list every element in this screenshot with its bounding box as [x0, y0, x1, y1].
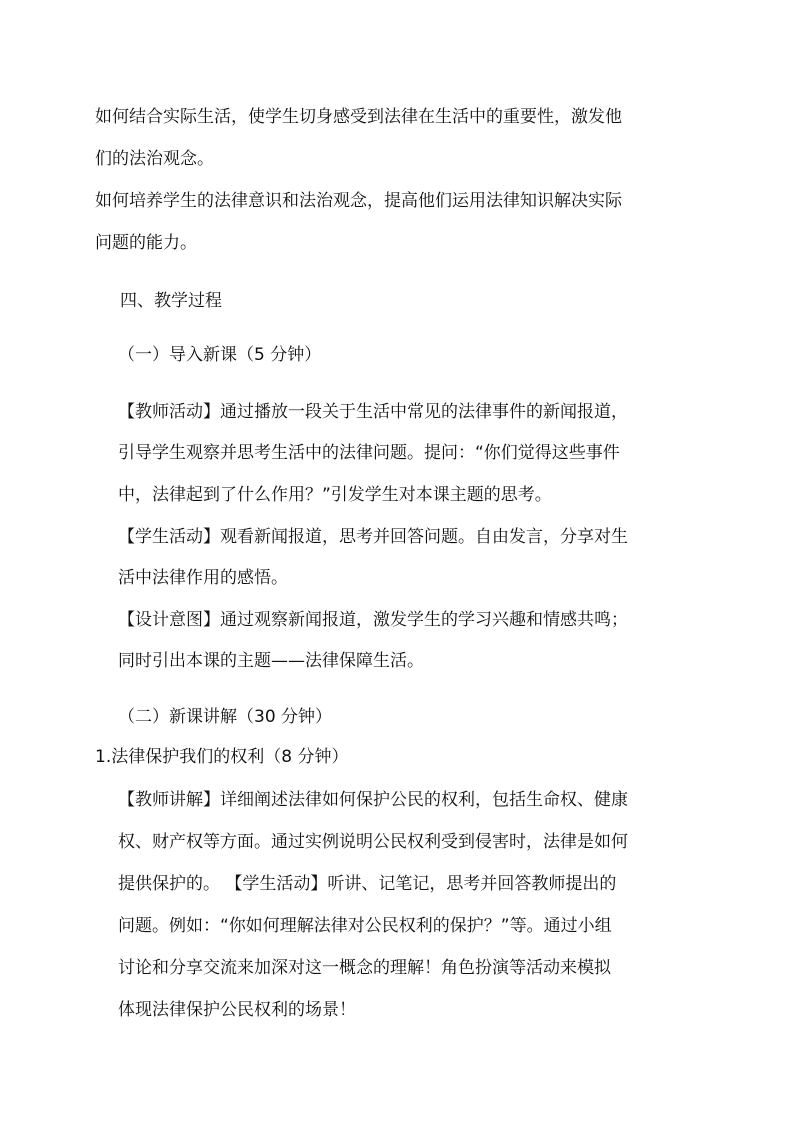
part2-body-line-3: 提供保护的。 【学生活动】听讲、记笔记，思考并回答教师提出的: [118, 874, 617, 894]
part1-design-line-1: 【设计意图】通过观察新闻报道，激发学生的学习兴趣和情感共鸣；: [118, 610, 628, 630]
part1-teacher-line-1: 【教师活动】通过播放一段关于生活中常见的法律事件的新闻报道，: [118, 402, 628, 422]
part2-body-line-5: 讨论和分享交流来加深对这一概念的理解！角色扮演等活动来模拟: [118, 958, 611, 978]
part2-heading: （二）新课讲解（30 分钟）: [118, 707, 333, 727]
part1-design-line-2: 同时引出本课的主题——法律保障生活。: [118, 651, 424, 671]
part1-student-line-1: 【学生活动】观看新闻报道，思考并回答问题。自由发言，分享对生: [118, 527, 628, 547]
section-heading-teaching-process: 四、教学过程: [120, 291, 222, 311]
difficulty-2-line-1: 如何培养学生的法律意识和法治观念，提高他们运用法律知识解决实际: [95, 191, 622, 211]
part1-teacher-line-3: 中，法律起到了什么作用？”引发学生对本课主题的思考。: [118, 485, 552, 505]
difficulty-1-line-2: 们的法治观念。: [95, 149, 214, 169]
difficulty-2-line-2: 问题的能力。: [95, 233, 197, 253]
part2-body-line-2: 权、财产权等方面。通过实例说明公民权利受到侵害时，法律是如何: [118, 832, 628, 852]
part2-body-line-6: 体现法律保护公民权利的场景！: [118, 1000, 356, 1020]
part1-heading: （一）导入新课（5 分钟）: [118, 345, 322, 365]
difficulty-1-line-1: 如何结合实际生活，使学生切身感受到法律在生活中的重要性，激发他: [95, 107, 622, 127]
part2-body-line-1: 【教师讲解】详细阐述法律如何保护公民的权利，包括生命权、健康: [118, 790, 628, 810]
part2-body-line-4: 问题。例如：“你如何理解法律对公民权利的保护？”等。通过小组: [118, 916, 612, 936]
part2-item1-title: 1.法律保护我们的权利（8 分钟）: [95, 747, 349, 767]
part1-teacher-line-2: 引导学生观察并思考生活中的法律问题。提问：“你们觉得这些事件: [118, 443, 620, 463]
part1-student-line-2: 活中法律作用的感悟。: [118, 568, 288, 588]
